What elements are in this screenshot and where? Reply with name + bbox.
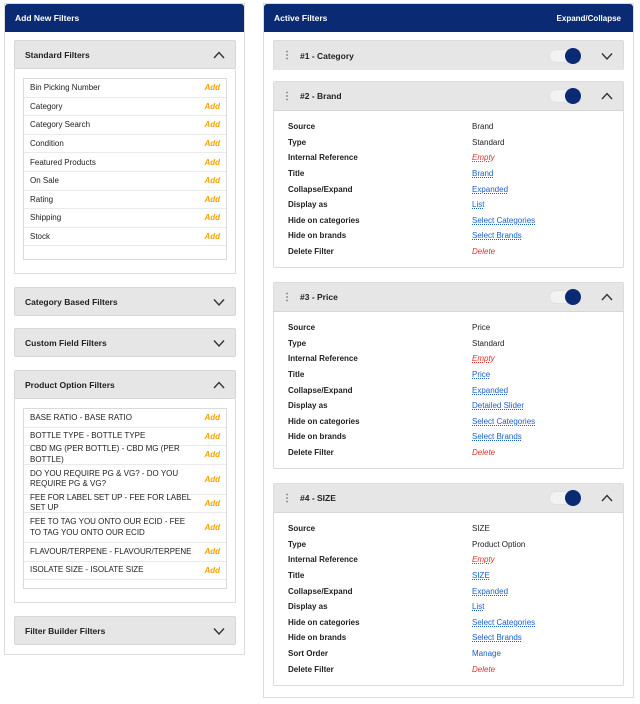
detail-label: Display as: [288, 200, 328, 210]
filter-enabled-toggle[interactable]: [549, 89, 583, 103]
filter-builder-filters-title: Filter Builder Filters: [25, 625, 106, 636]
category-based-filters-toggle[interactable]: [14, 287, 236, 316]
drag-handle-icon[interactable]: ⋮: [282, 291, 291, 303]
filter-label: Stock: [30, 232, 51, 242]
filter-builder-filters-toggle[interactable]: [14, 616, 236, 645]
filter-details: [274, 111, 623, 259]
chevron-down-icon: [213, 337, 225, 349]
active-filter-card: [273, 81, 624, 268]
detail-label: Internal Reference: [288, 354, 358, 364]
list-item: [24, 492, 226, 514]
list-item: [24, 446, 226, 465]
list-item: [24, 513, 226, 543]
filter-enabled-toggle[interactable]: [549, 491, 583, 505]
active-filter-card: [273, 483, 624, 686]
filter-label: FEE FOR LABEL SET UP - FEE FOR LABEL SET UP: [30, 492, 191, 513]
category-based-filters-title: Category Based Filters: [25, 296, 118, 307]
add-filter-link[interactable]: Add: [204, 83, 220, 93]
add-filter-link[interactable]: Add: [204, 450, 220, 460]
detail-label: Display as: [288, 401, 328, 411]
detail-label: Collapse/Expand: [288, 385, 353, 395]
detail-row: [288, 429, 609, 445]
detail-row: [288, 150, 609, 166]
detail-label: Hide on categories: [288, 416, 360, 426]
add-filter-link[interactable]: Add: [204, 120, 220, 130]
detail-value[interactable]: Select Brands: [472, 231, 522, 241]
filter-label: Category: [30, 101, 63, 111]
detail-label: Hide on categories: [288, 215, 360, 225]
add-filter-link[interactable]: Add: [204, 232, 220, 242]
detail-row: [288, 336, 609, 352]
filter-details: [274, 513, 623, 677]
filter-card-title: #3 - Price: [300, 292, 338, 302]
detail-label: Type: [288, 338, 307, 348]
add-new-filters-title: Add New Filters: [15, 13, 80, 23]
list-item: [24, 562, 226, 581]
add-filter-link[interactable]: Add: [204, 565, 220, 575]
drag-handle-icon[interactable]: ⋮: [282, 90, 291, 102]
detail-value: Price: [472, 323, 491, 333]
detail-value[interactable]: Select Categories: [472, 215, 536, 225]
detail-row: [288, 583, 609, 599]
standard-filters-list[interactable]: [23, 78, 227, 260]
detail-label: Display as: [288, 602, 328, 612]
filter-enabled-toggle[interactable]: [549, 49, 583, 63]
chevron-up-icon: [213, 379, 225, 391]
filter-label: DO YOU REQUIRE PG & VG? - DO YOU REQUIRE PG & VG?: [30, 468, 179, 488]
detail-row: [288, 599, 609, 615]
detail-row: [288, 228, 609, 244]
list-item: [24, 172, 226, 191]
detail-row: [288, 630, 609, 646]
custom-field-filters-title: Custom Field Filters: [25, 337, 107, 348]
add-filter-link[interactable]: Add: [204, 194, 220, 204]
add-filter-link[interactable]: Add: [204, 101, 220, 111]
detail-row: [288, 244, 609, 260]
detail-label: Title: [288, 169, 305, 179]
add-filter-link[interactable]: Add: [204, 213, 220, 223]
detail-row: [288, 414, 609, 430]
drag-handle-icon[interactable]: ⋮: [282, 50, 291, 61]
expand-collapse-link[interactable]: Expand/Collapse: [556, 13, 621, 23]
detail-value[interactable]: Manage: [472, 649, 501, 659]
list-item: [24, 465, 226, 495]
list-item: [24, 228, 226, 247]
detail-value[interactable]: Delete: [472, 247, 496, 257]
detail-row: [288, 398, 609, 414]
detail-value[interactable]: List: [472, 200, 485, 210]
add-filter-link[interactable]: Add: [204, 498, 220, 508]
standard-filters-title: Standard Filters: [25, 49, 90, 60]
detail-label: Title: [288, 370, 305, 380]
chevron-up-icon: [213, 49, 225, 61]
filter-details: [274, 312, 623, 460]
detail-row: [288, 552, 609, 568]
detail-value[interactable]: Detailed Slider: [472, 401, 525, 411]
detail-value: Brand: [472, 122, 494, 132]
add-filter-link[interactable]: Add: [204, 157, 220, 167]
detail-row: [288, 181, 609, 197]
active-filter-card: [273, 40, 624, 70]
detail-value[interactable]: Delete: [472, 448, 496, 458]
detail-label: Sort Order: [288, 649, 329, 659]
detail-value[interactable]: Expanded: [472, 586, 509, 596]
chevron-up-icon[interactable]: [601, 291, 613, 303]
detail-row: [288, 568, 609, 584]
detail-value[interactable]: Select Brands: [472, 633, 522, 643]
detail-value[interactable]: Expanded: [472, 184, 509, 194]
list-item: [24, 116, 226, 135]
detail-row: [288, 367, 609, 383]
filter-label: Bin Picking Number: [30, 83, 101, 93]
detail-row: [288, 320, 609, 336]
filter-label: Condition: [30, 139, 64, 149]
filter-card-header[interactable]: [274, 41, 623, 70]
list-item: [24, 409, 226, 428]
detail-label: Source: [288, 323, 316, 333]
detail-value[interactable]: Empty: [472, 354, 495, 364]
detail-row: [288, 119, 609, 135]
custom-field-filters-toggle[interactable]: [14, 328, 236, 357]
detail-row: [288, 135, 609, 151]
detail-value[interactable]: Price: [472, 370, 491, 380]
detail-row: [288, 615, 609, 631]
filter-card-title: #2 - Brand: [300, 91, 342, 101]
detail-label: Delete Filter: [288, 247, 334, 257]
filter-card-header[interactable]: [274, 484, 623, 513]
filter-label: CBD MG (PER BOTTLE) - CBD MG (PER BOTTLE): [30, 444, 180, 464]
product-option-filters-list[interactable]: [23, 408, 227, 589]
toggle-knob: [565, 48, 581, 64]
detail-label: Type: [288, 539, 307, 549]
list-item: [24, 543, 226, 562]
detail-row: [288, 213, 609, 229]
product-option-filters-title: Product Option Filters: [25, 379, 115, 390]
active-filter-card: [273, 282, 624, 469]
filter-label: ISOLATE SIZE - ISOLATE SIZE: [30, 565, 144, 574]
detail-value: Standard: [472, 137, 505, 147]
detail-row: [288, 661, 609, 677]
detail-label: Source: [288, 524, 316, 534]
detail-label: Hide on brands: [288, 231, 347, 241]
list-item: [24, 428, 226, 447]
list-item: [24, 191, 226, 210]
list-item: [24, 153, 226, 172]
add-filter-link[interactable]: Add: [204, 523, 220, 532]
detail-value[interactable]: SIZE: [472, 571, 490, 581]
detail-label: Type: [288, 137, 307, 147]
add-filter-link[interactable]: Add: [204, 431, 220, 441]
add-filter-link[interactable]: Add: [204, 139, 220, 149]
filter-label: BOTTLE TYPE - BOTTLE TYPE: [30, 431, 146, 440]
filter-enabled-toggle[interactable]: [549, 290, 583, 304]
detail-value[interactable]: Expanded: [472, 385, 509, 395]
list-item: [24, 209, 226, 228]
detail-value: Product Option: [472, 539, 526, 549]
drag-handle-icon[interactable]: ⋮: [282, 492, 291, 504]
active-filters-header: [264, 4, 633, 32]
filter-label: FLAVOUR/TERPENE - FLAVOUR/TERPENE: [30, 546, 192, 556]
detail-value: Standard: [472, 338, 505, 348]
filter-label: FEE TO TAG YOU ONTO OUR ECID - FEE TO TAG YOU ONTO OUR ECID: [30, 517, 186, 537]
detail-row: [288, 521, 609, 537]
detail-label: Hide on categories: [288, 617, 360, 627]
detail-label: Title: [288, 571, 305, 581]
detail-label: Collapse/Expand: [288, 184, 353, 194]
chevron-up-icon[interactable]: [601, 492, 613, 504]
detail-label: Hide on brands: [288, 633, 347, 643]
detail-value[interactable]: Delete: [472, 664, 496, 674]
toggle-knob: [565, 88, 581, 104]
product-option-filters-toggle[interactable]: [14, 370, 236, 399]
standard-filters-toggle[interactable]: [14, 40, 236, 69]
filter-card-title: #4 - SIZE: [300, 493, 336, 503]
filter-label: On Sale: [30, 176, 59, 186]
add-filter-link[interactable]: Add: [204, 474, 220, 484]
detail-row: [288, 537, 609, 553]
detail-label: Hide on brands: [288, 432, 347, 442]
detail-row: [288, 382, 609, 398]
detail-value[interactable]: Select Brands: [472, 432, 522, 442]
detail-label: Source: [288, 122, 316, 132]
detail-row: [288, 351, 609, 367]
chevron-down-icon: [213, 625, 225, 637]
detail-value: SIZE: [472, 524, 490, 534]
add-new-filters-header: [5, 4, 244, 32]
detail-value[interactable]: List: [472, 602, 485, 612]
toggle-knob: [565, 490, 581, 506]
detail-row: [288, 445, 609, 461]
toggle-knob: [565, 289, 581, 305]
detail-label: Delete Filter: [288, 664, 334, 674]
filter-card-header[interactable]: [274, 82, 623, 111]
chevron-down-icon: [213, 296, 225, 308]
detail-row: [288, 646, 609, 662]
detail-row: [288, 197, 609, 213]
detail-row: [288, 166, 609, 182]
list-item: [24, 98, 226, 117]
chevron-up-icon[interactable]: [601, 90, 613, 102]
add-filter-link[interactable]: Add: [204, 176, 220, 186]
detail-value[interactable]: Brand: [472, 169, 494, 179]
add-filter-link[interactable]: Add: [204, 547, 220, 557]
filter-label: BASE RATIO - BASE RATIO: [30, 412, 132, 422]
filter-label: Rating: [30, 194, 54, 204]
detail-label: Internal Reference: [288, 153, 358, 163]
detail-value[interactable]: Empty: [472, 153, 495, 163]
detail-value[interactable]: Empty: [472, 555, 495, 565]
add-filter-link[interactable]: Add: [204, 413, 220, 423]
detail-label: Collapse/Expand: [288, 586, 353, 596]
detail-label: Internal Reference: [288, 555, 358, 565]
list-item: [24, 79, 226, 98]
filter-label: Shipping: [30, 213, 62, 223]
filter-card-header[interactable]: [274, 283, 623, 312]
detail-value[interactable]: Select Categories: [472, 617, 536, 627]
detail-value[interactable]: Select Categories: [472, 416, 536, 426]
filter-label: Featured Products: [30, 157, 96, 167]
list-item: [24, 135, 226, 154]
detail-label: Delete Filter: [288, 448, 334, 458]
active-filters-title: Active Filters: [274, 13, 328, 23]
chevron-down-icon[interactable]: [601, 50, 613, 62]
filter-card-title: #1 - Category: [300, 50, 354, 61]
filter-label: Category Search: [30, 120, 91, 130]
